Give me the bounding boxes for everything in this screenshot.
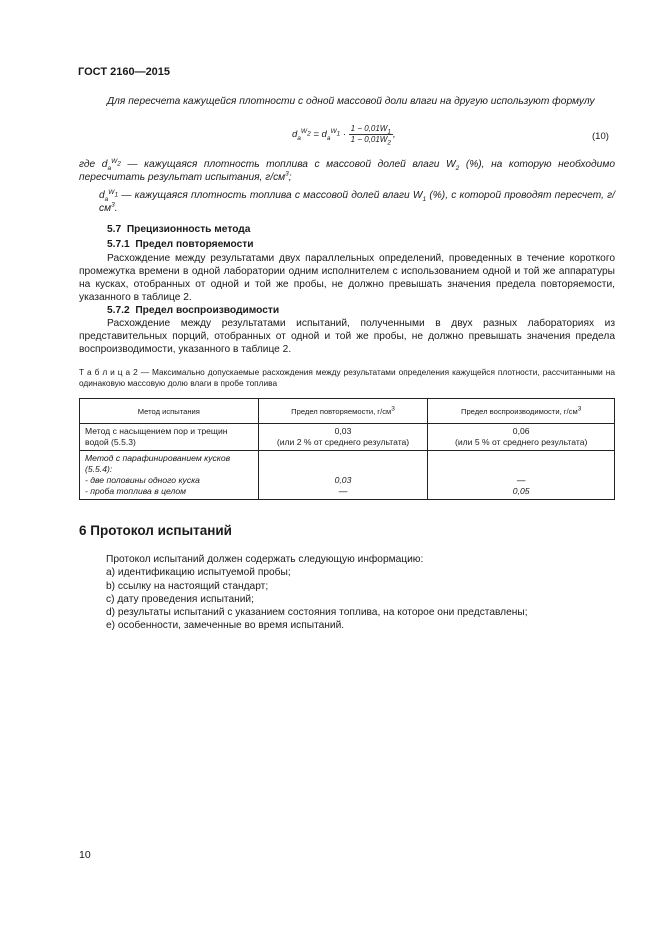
section-5-7-1-text: Расхождение между результатами двух параллельных определений, проведенных в течение короткого промежутка времени в одной лаборатории одним исполнителем с использованием одной и той же аппаратуры на кусках, отобранных от одной и той же пробы, не должно превышать значения предела повторяемости, указанного в таблице 2. [79,253,615,303]
repeatability-cell: 0,03 — [258,451,428,500]
table-header-row [80,399,615,424]
section-5-7-2-text: Расхождение между результатами испытаний, полученными в двух разных лабораториях из представительных порций, отобранных от одной и той же пробы, не должно превышать значения предела воспроизводимости, указанного в таблице 2. [79,318,615,355]
table-2-caption: Т а б л и ц а 2 — Максимально допускаемые расхождения между результатами определения кажущейся плотности, рассчитанными на одинаковую массовую долю влаги в пробе топлива [79,367,615,388]
protocol-intro: Протокол испытаний должен содержать следующую информацию: [106,554,424,565]
document-header: ГОСТ 2160—2015 [78,66,171,78]
list-item: d) результаты испытаний с указанием состояния топлива, на которое они представлены; [106,607,528,619]
list-item: с) дату проведения испытаний; [106,593,254,605]
repeatability-cell: 0,03 (или 2 % от среднего результата) [258,424,428,451]
formula-fraction: $\frac{1 - 0,01W_1}{1 - 0,01W_2}$ [350,124,391,147]
col-header-repeatability: Предел повторяемости, $г/см^3$ [258,399,428,424]
section-5-7-1-heading: 5.7.1 Предел повторяемости [107,239,254,250]
table-2 [79,398,615,500]
col-header-reproducibility: Предел воспроизводимости, $г/см^3$ [428,399,615,424]
section-6-heading: 6 Протокол испытаний [79,523,232,538]
formula-number: (10) [592,131,609,142]
reproducibility-cell: 0,06 (или 5 % от среднего результата) [428,424,615,451]
where-item-1: где $d_a^{W_2}$ — кажущаяся плотность топлива с массовой долей влаги $W_2$ (%), на которую необходимо пересчитать результат испытания, $г/см^3$; [79,157,615,183]
protocol-list [106,553,616,633]
table-row [80,451,615,500]
where-item-2: $d_a^{W_1}$ — кажущаяся плотность топлива с массовой долей влаги $W_1$ (%), с которой проводят пересчет, $г/см^3$. [99,188,615,214]
method-cell: Метод с насыщением пор и трещин водой (5.5.3) [80,424,259,451]
formula-intro: Для пересчета кажущейся плотности с одной массовой доли влаги на другую используют формулу [107,96,595,107]
page-number: 10 [79,849,91,861]
formula-10: $d_a^{W_2} = d_a^{W_1}$ · $\frac{1 - 0,01W_1}{1 - 0,01W_2}$ , [292,124,396,147]
section-5-7-2-heading: 5.7.2 Предел воспроизводимости [107,305,280,316]
method-cell: Метод с парафинированием кусков (5.5.4): - две половины одного куска - проба топлива в целом [80,451,259,500]
col-header-method: Метод испытания [80,399,259,424]
table-row [80,424,615,451]
list-item: е) особенности, замеченные во время испытаний. [106,620,345,632]
list-item: а) идентификацию испытуемой пробы; [106,567,291,579]
list-item: b) ссылку на настоящий стандарт; [106,580,269,592]
reproducibility-cell: — 0,05 [428,451,615,500]
section-5-7-heading: 5.7 Прецизионность метода [107,224,251,235]
